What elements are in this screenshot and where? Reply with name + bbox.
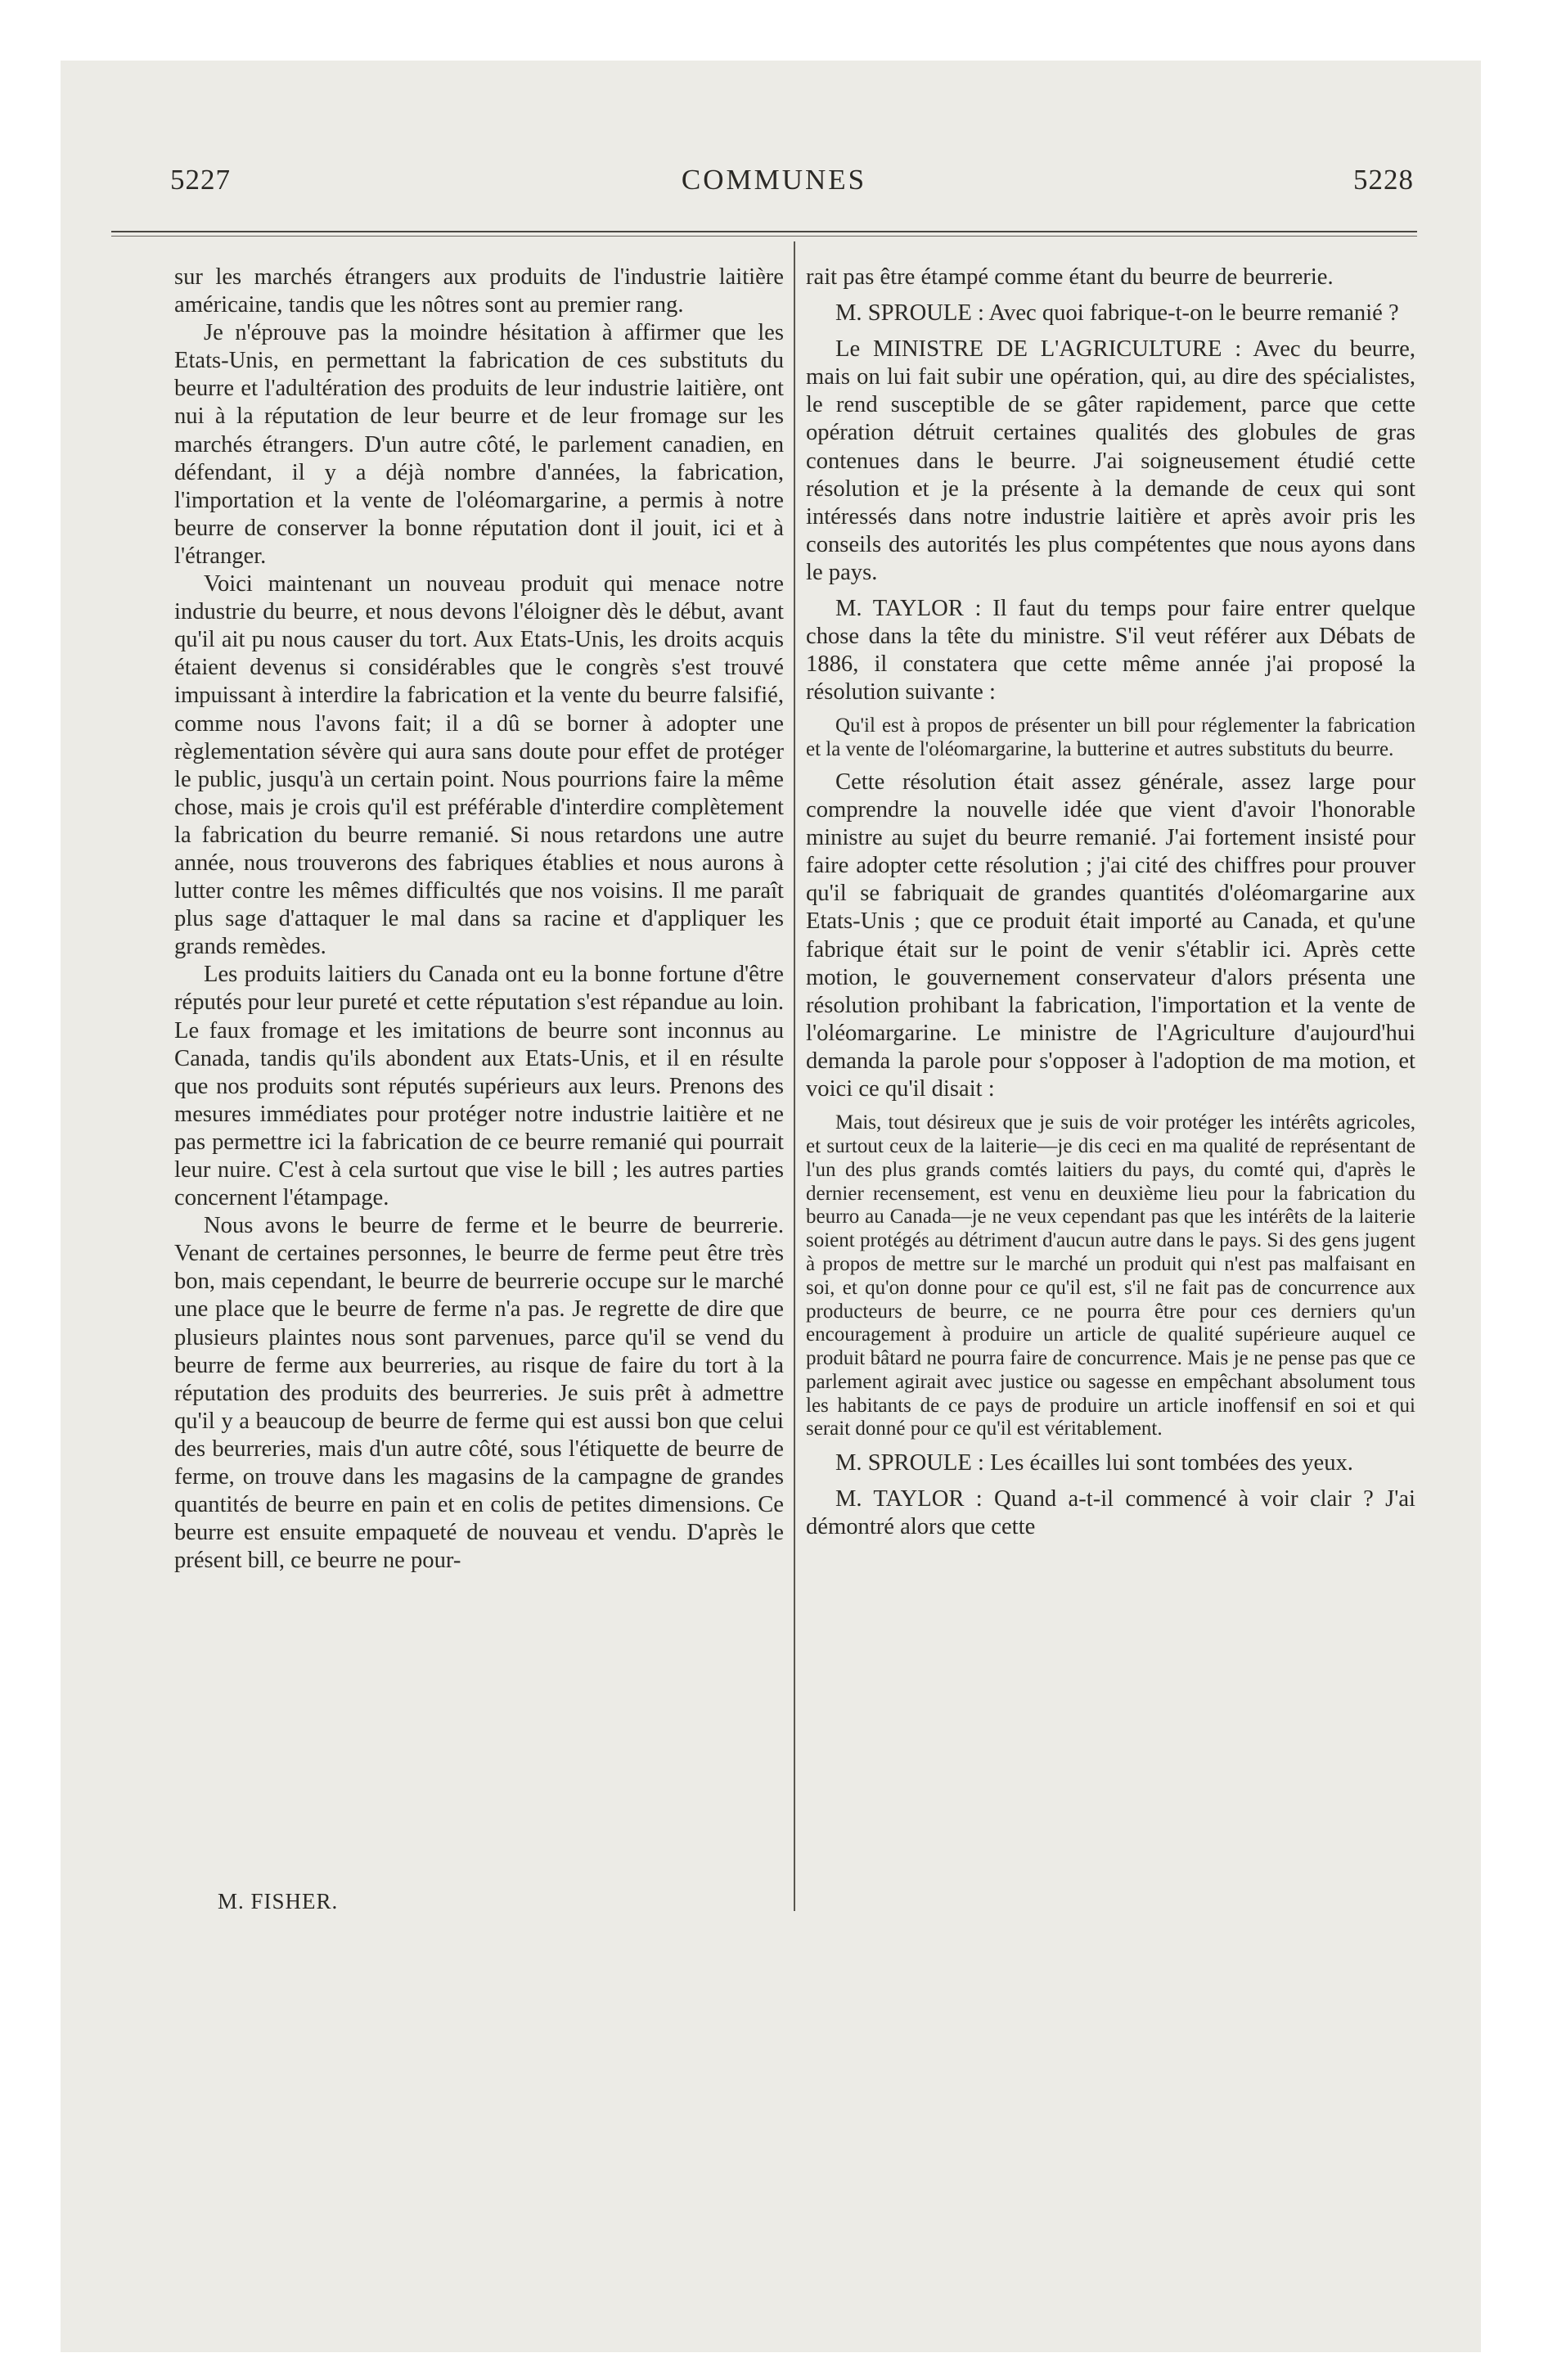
paragraph: Cette résolution était assez générale, assez large pour comprendre la nouvelle idée que vient d'avoir l'honorable ministre au sujet du beurre remanié. J'ai fortement insisté pour faire adopter cette résolution ; j'ai cité des chiffres pour prouver qu'il se fabriquait de grandes quantités d'oléomargarine aux Etats-Unis ; que ce produit était importé au Canada, et qu'une fabrique était sur le point de venir s'établir ici. Après cette motion, le gouvernement conservateur d'alors présenta une résolution prohibant la fabrication, l'importation et la vente de l'oléomargarine. Le ministre de l'Agriculture d'aujourd'hui demanda la parole pour s'opposer à l'adoption de ma motion, et voici ce qu'il disait : [806, 769, 1415, 1102]
page-number-left: 5227 [170, 164, 231, 196]
right-column [806, 264, 1415, 1542]
paragraph: Voici maintenant un nouveau produit qui menace notre industrie du beurre, et nous devons l'éloigner dès le début, avant qu'il ait pu nous causer du tort. Aux Etats-Unis, les droits acquis étaient devenus si considérables que le congrès s'est trouvé impuissant à interdire la fabrication et la vente du beurre falsifié, comme nous l'avons fait; il a dû se borner à adopter une règlementation sévère qui aura sans doute pour effet de protéger le public, jusqu'à un certain point. Nous pourrions faire la même chose, mais je crois qu'il est préférable d'interdire complètement la fabrication du beurre remanié. Si nous retardons une autre année, nous trouverons des fabriques établies et nous aurons à lutter contre les mêmes difficultés que nos voisins. Il me paraît plus sage d'attaquer le mal dans sa racine et d'appliquer les grands remèdes. [174, 571, 784, 960]
speaker-paragraph: M. SPROULE : Les écailles lui sont tombées des yeux. [835, 1450, 1353, 1476]
speaker-paragraph: M. SPROULE : Avec quoi fabrique-t-on le beurre remanié ? [835, 300, 1399, 327]
paragraph: sur les marchés étrangers aux produits de l'industrie laitière américaine, tandis que les nôtres sont au premier rang. [174, 264, 784, 318]
left-column [174, 264, 784, 1575]
paragraph: Les produits laitiers du Canada ont eu la bonne fortune d'être réputés pour leur pureté et cette réputation s'est répandue au loin. Le faux fromage et les imitations de beurre sont inconnus au Canada, tandis qu'ils abondent aux Etats-Unis, et il en résulte que nos produits sont réputés supérieurs aux leurs. Prenons des mesures immédiates pour protéger notre industrie laitière et ne pas permettre ici la fabrication de ce beurre remanié qui pourrait leur nuire. C'est à cela surtout que vise le bill ; les autres parties concernent l'étampage. [174, 962, 784, 1211]
paragraph: Nous avons le beurre de ferme et le beurre de beurrerie. Venant de certaines personnes, le beurre de ferme peut être très bon, mais cependant, le beurre de beurrerie occupe sur le marché une place que le beurre de ferme n'a pas. Je regrette de dire que plusieurs plaintes nous sont parvenues, parce qu'il se vend du beurre de ferme aux beurreries, au risque de faire du tort à la réputation des produits des beurreries. Je suis prêt à admettre qu'il y a beaucoup de beurre de ferme qui est aussi bon que celui des beurreries, mais d'un autre côté, sous l'étiquette de beurre de ferme, on trouve dans les magasins de la campagne de grandes quantités de beurre en pain et en colis de petites dimensions. Ce beurre est ensuite empaqueté de nouveau et vendu. D'après le présent bill, ce beurre ne pour- [174, 1213, 784, 1574]
page-number-right: 5228 [1353, 164, 1414, 196]
block-quote: Mais, tout désireux que je suis de voir protéger les intérêts agricoles, et surtout ceux de la laiterie—je dis ceci en ma qualité de représentant de l'un des plus grands comtés laitiers du pays, du comté qui, d'après le dernier recensement, est venu en deuxième lieu pour la fabrication du beurro au Canada—je ne veux cependant pas que les intérêts de la laiterie soient protégés au détriment d'aucun autre dans le pays. Si des gens jugent à propos de mettre sur le marché un produit qui n'est pas malfaisant en soi, et qu'on donne pour ce qu'il est, s'il ne fait pas de concurrence aux producteurs de beurre, ce ne pourra être pour ces derniers qu'un encouragement à produire un article de qualité supérieure auquel ce produit bâtard ne pourra faire de concurrence. Mais je ne pense pas que ce parlement agirait avec justice ou sagesse en empêchant absolument tous les habitants de ce pays de produire un article inoffensif en soi et qui serait donné pour ce qu'il est véritablement. [806, 1111, 1415, 1440]
speaker-paragraph: Le MINISTRE DE L'AGRICULTURE : Avec du beurre, mais on lui fait subir une opération, qui, au dire des spécialistes, le rend susceptible de se gâter rapidement, parce que cette opération détruit certaines qualités des globules de gras contenues dans le beurre. J'ai soigneusement étudié cette résolution et je la présente à la demande de ceux qui sont intéressés dans notre industrie laitière et après avoir pris les conseils des autorités les plus compétentes que nous ayons dans le pays. [806, 336, 1415, 585]
speaker-footer: M. FISHER. [218, 1889, 339, 1913]
page-title: COMMUNES [681, 164, 867, 196]
page-header [111, 164, 1437, 196]
header-rule [111, 231, 1417, 232]
speaker-paragraph: M. TAYLOR : Quand a-t-il commencé à voir clair ? J'ai démontré alors que cette [806, 1486, 1415, 1540]
paragraph: rait pas être étampé comme étant du beurre de beurrerie. [806, 264, 1334, 290]
paragraph: Je n'éprouve pas la moindre hésitation à affirmer que les Etats-Unis, en permettant la fabrication de ces substituts du beurre et l'adultération des produits de leur industrie laitière, ont nui à la réputation de leur beurre et de leur fromage sur les marchés étrangers. D'un autre côté, le parlement canadien, en défendant, il y a déjà nombre d'années, la fabrication, l'importation et la vente de l'oléomargarine, a permis à notre beurre de conserver la bonne réputation dont il jouit, ici et à l'étranger. [174, 320, 784, 569]
column-divider [794, 241, 795, 1911]
header-rule-thin [111, 236, 1417, 237]
speaker-paragraph: M. TAYLOR : Il faut du temps pour faire entrer quelque chose dans la tête du ministre. S'il veut référer aux Débats de 1886, il constatera que cette même année j'ai proposé la résolution suivante : [806, 596, 1415, 705]
block-quote: Qu'il est à propos de présenter un bill pour réglementer la fabrication et la vente de l'oléomargarine, la butterine et autres substituts du beurre. [806, 714, 1415, 761]
